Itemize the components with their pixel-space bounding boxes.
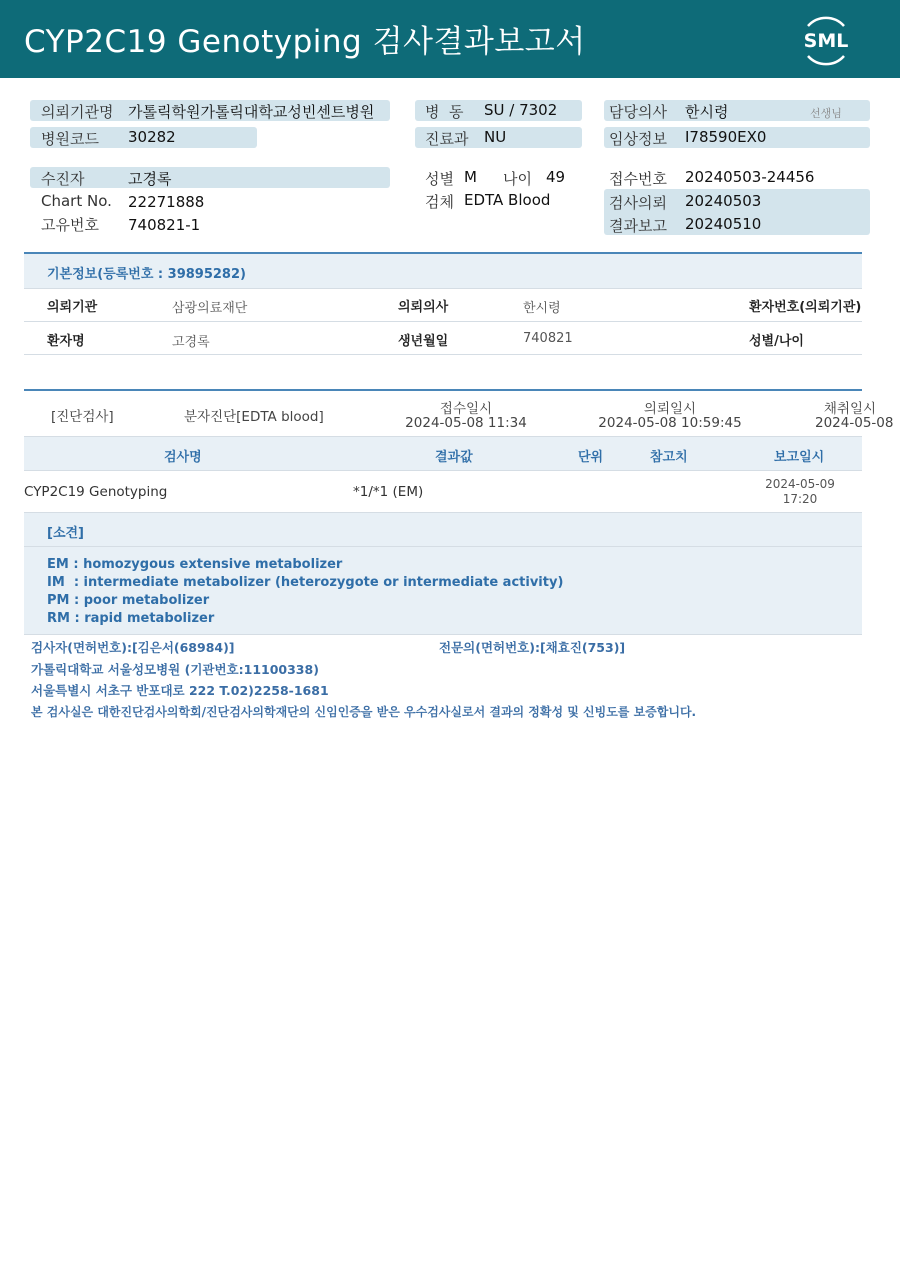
address-info: 서울특별시 서초구 반포대로 222 T.02)2258-1681 (31, 683, 329, 698)
report-date-value: 20240510 (685, 215, 762, 233)
finding-line-im: IM : intermediate metabolizer (heterozygote or intermediate activity) (47, 575, 564, 590)
tester-info: 검사자(면허번호):[김은서(68984)] (31, 640, 235, 655)
request-date-label: 검사의뢰 (609, 194, 667, 212)
col-name-header: 검사명 (164, 450, 202, 465)
findings-title: [소견] (47, 526, 84, 541)
clinical-info-value: I78590EX0 (685, 128, 767, 146)
row-test-name: CYP2C19 Genotyping (24, 484, 168, 500)
col-reference-header: 참고치 (650, 450, 688, 465)
basic-name-value: 고경록 (172, 335, 210, 350)
exam-top-line (24, 389, 862, 391)
logo-text: SML (803, 30, 849, 52)
receipt-no-label: 접수번호 (609, 170, 667, 188)
age-value: 49 (546, 168, 566, 186)
finding-line-em: EM : homozygous extensive metabolizer (47, 557, 343, 572)
basic-inst-value: 삼광의료재단 (172, 301, 248, 316)
hospital-code-label: 병원코드 (41, 130, 99, 148)
ward-value: SU / 7302 (484, 101, 558, 119)
specimen-label: 검체 (425, 193, 454, 211)
col-unit-header: 단위 (578, 450, 604, 465)
exam-divider-2 (24, 470, 862, 471)
basic-info-divider-3 (24, 354, 862, 355)
row-test-result: *1/*1 (EM) (353, 484, 424, 500)
institution-value: 가톨릭학원가톨릭대학교성빈센트병원 (128, 103, 375, 121)
chart-no-label: Chart No. (41, 192, 112, 210)
basic-doc-label: 의뢰의사 (398, 300, 449, 315)
collected-clip (810, 397, 894, 433)
requested-value: 2024-05-08 10:59:45 (598, 415, 742, 431)
col-report-time-header: 보고일시 (774, 450, 825, 465)
collected-value: 2024-05-08 (815, 415, 894, 431)
findings-title-band (24, 513, 862, 546)
basic-doc-value: 한시령 (523, 301, 561, 316)
finding-line-rm: RM : rapid metabolizer (47, 611, 215, 626)
report-title: CYP2C19 Genotyping 검사결과보고서 (24, 24, 586, 60)
id-no-value: 740821-1 (128, 216, 201, 234)
id-no-label: 고유번호 (41, 216, 99, 234)
received-label: 접수일시 (439, 401, 493, 417)
doctor-suffix: 선생님 (810, 107, 842, 120)
basic-dob-value: 740821 (523, 331, 573, 346)
basic-info-divider-1 (24, 288, 862, 289)
received-value: 2024-05-08 11:34 (405, 415, 527, 431)
specimen-value: EDTA Blood (464, 191, 551, 209)
receipt-no-value: 20240503-24456 (685, 168, 815, 186)
certification-info: 본 검사실은 대한진단검사의학회/진단검사의학재단의 신임인증을 받은 우수검사실로서 결과의 정확성 및 신빙도를 보증합니다. (31, 705, 697, 719)
collected-label: 채취일시 (823, 401, 877, 417)
sex-value: M (464, 168, 477, 186)
patient-label: 수진자 (41, 170, 85, 188)
basic-sexage-label: 성별/나이 (749, 334, 804, 349)
hospital-info: 가톨릭대학교 서울성모병원 (기관번호:11100338) (31, 662, 319, 677)
ward-label: 병 동 (425, 103, 464, 121)
institution-label: 의뢰기관명 (41, 103, 114, 121)
exam-category: [진단검사] (51, 409, 114, 425)
basic-info-title: 기본정보(등록번호 : 39895282) (47, 267, 246, 282)
basic-info-divider-2 (24, 321, 862, 322)
report-header (0, 0, 900, 78)
basic-name-label: 환자명 (47, 334, 85, 349)
clinical-info-label: 임상정보 (609, 130, 667, 148)
sex-label: 성별 (425, 170, 454, 188)
request-date-value: 20240503 (685, 192, 762, 210)
doctor-value: 한시령 (685, 103, 729, 121)
hospital-code-value: 30282 (128, 128, 176, 146)
department-label: 진료과 (425, 130, 469, 148)
doctor-label: 담당의사 (609, 103, 667, 121)
col-result-header: 결과값 (435, 450, 473, 465)
chart-no-value: 22271888 (128, 193, 205, 211)
findings-bottom-divider (24, 634, 862, 635)
basic-dob-label: 생년월일 (398, 334, 449, 349)
department-value: NU (484, 128, 507, 146)
exam-subcategory: 분자진단[EDTA blood] (184, 409, 324, 425)
sml-logo-icon (798, 12, 854, 68)
basic-patno-label: 환자번호(의뢰기관) (749, 300, 862, 315)
row-report-time: 17:20 (782, 492, 818, 506)
requested-label: 의뢰일시 (643, 401, 697, 417)
finding-line-pm: PM : poor metabolizer (47, 593, 210, 608)
specialist-info: 전문의(면허번호):[채효진(753)] (439, 640, 626, 655)
report-date-label: 결과보고 (609, 217, 667, 235)
row-report-date: 2024-05-09 (765, 477, 835, 491)
patient-name-value: 고경록 (128, 170, 172, 188)
age-label: 나이 (503, 170, 532, 188)
basic-inst-label: 의뢰기관 (47, 300, 98, 315)
